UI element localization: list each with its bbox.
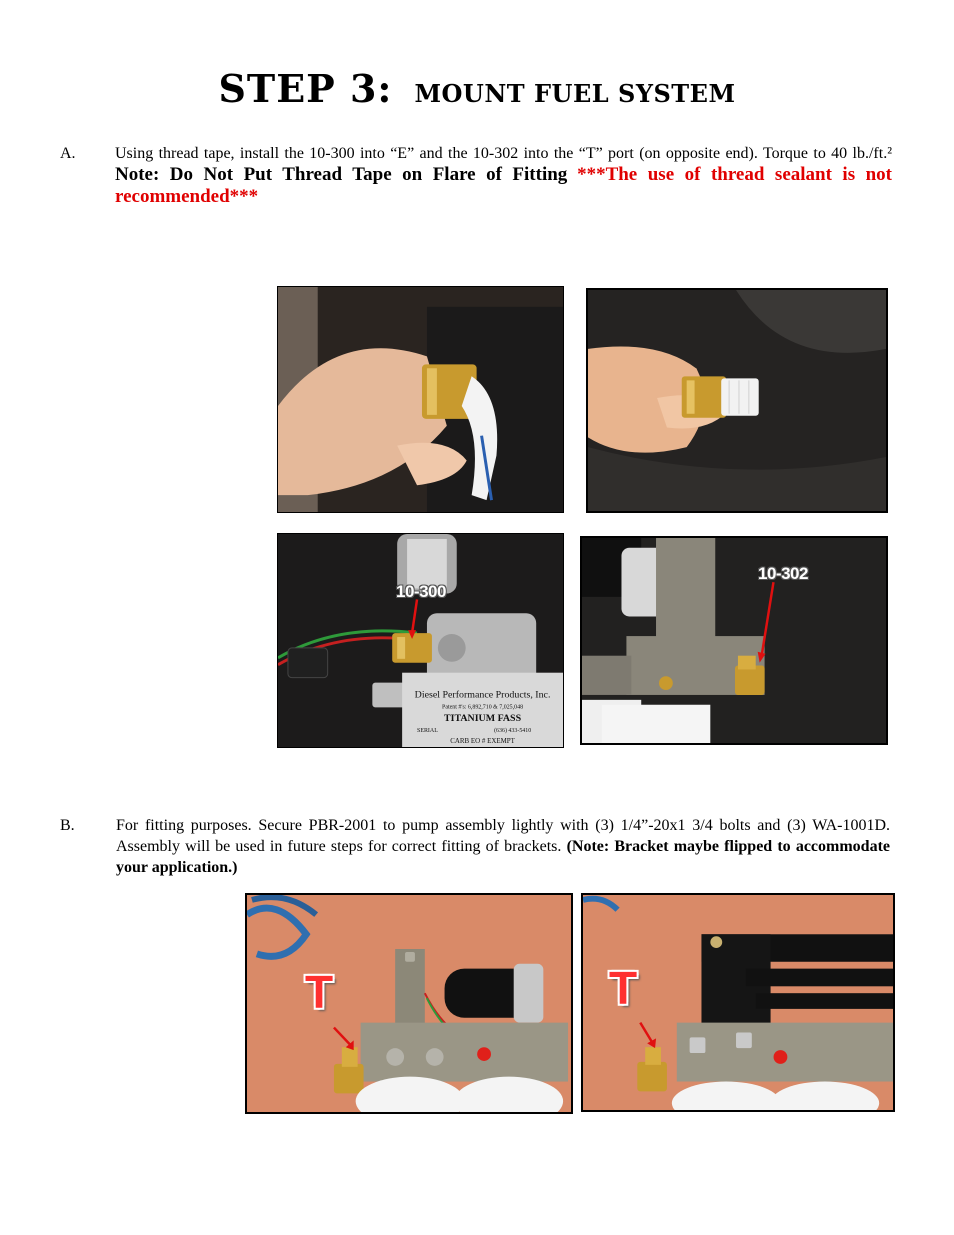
step-a-warning: ***The use of thread sealant is not recommended*** — [115, 164, 892, 207]
step-subtitle: MOUNT FUEL SYSTEM — [414, 79, 736, 108]
page-title — [0, 66, 954, 111]
plate-serial: SERIAL — [417, 728, 438, 735]
callout-10-302: 10-302 — [758, 564, 808, 583]
plate-product: TITANIUM FASS — [444, 713, 522, 725]
step-a-letter: A. — [60, 145, 76, 162]
plate-company: Diesel Performance Products, Inc. — [414, 689, 551, 701]
plate-patent: Patent #'s: 6,892,710 & 7,025,048 — [442, 704, 524, 711]
t-port-marker-right: T — [609, 962, 638, 1014]
photo-bracket-mounted — [581, 893, 895, 1112]
photo-fitting-10-300-tape — [277, 286, 564, 513]
step-heading: STEP 3: — [218, 66, 393, 111]
photo-pump-assembly — [245, 893, 573, 1114]
callout-10-300: 10-300 — [396, 582, 446, 601]
plate-carb: CARB EO # EXEMPT — [450, 737, 515, 746]
step-a-note: Note: Do Not Put Thread Tape on Flare of Fitting — [115, 164, 568, 185]
photo-10-302-installed — [580, 536, 888, 745]
step-b — [60, 815, 890, 881]
plate-phone: (636) 433-5410 — [494, 728, 532, 735]
step-b-letter: B. — [60, 817, 75, 834]
photo-fitting-10-302-tape — [586, 288, 888, 513]
step-a — [60, 143, 892, 215]
photo-10-300-installed — [277, 533, 564, 748]
step-a-body — [115, 143, 892, 208]
step-b-text: For fitting purposes. Secure PBR-2001 to pump assembly lightly with (3) 1/4”-20x1 3/4 bolts and (3) WA-1001D. Assembly will be used in future steps for correct fitting of brackets. — [116, 817, 890, 855]
step-a-text: Using thread tape, install the 10-300 into “E” and the 10-302 into the “T” port (on opposite end). Torque to 40 lb./ft.² — [115, 145, 892, 162]
t-port-marker-left: T — [305, 966, 334, 1018]
step-b-body — [116, 815, 890, 878]
step-b-note: (Note: Bracket maybe flipped to accommodate your application.) — [116, 838, 891, 876]
